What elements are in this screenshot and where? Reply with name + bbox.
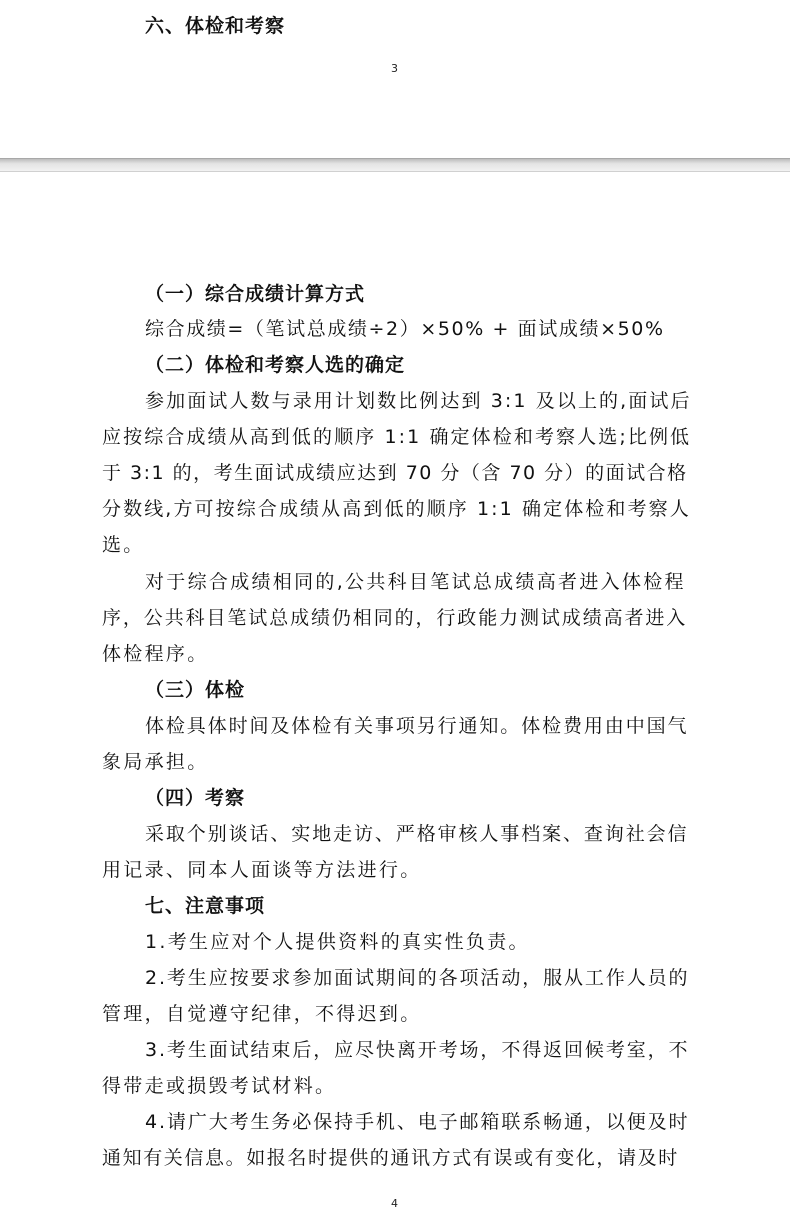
paragraph-line: 体检具体时间及体检有关事项另行通知。体检费用由中国气 bbox=[145, 715, 689, 737]
paragraph-line: 参加面试人数与录用计划数比例达到 3:1 及以上的,面试后 bbox=[145, 390, 692, 412]
subsection-heading-4: （四）考察 bbox=[145, 787, 246, 809]
page-number-3: 3 bbox=[391, 62, 398, 75]
subsection-heading-3: （三）体检 bbox=[145, 679, 246, 701]
subsection-heading-1: （一）综合成绩计算方式 bbox=[145, 283, 366, 305]
paragraph-line: 得带走或损毁考试材料。 bbox=[102, 1075, 337, 1097]
paragraph-line: 通知有关信息。如报名时提供的通讯方式有误或有变化，请及时 bbox=[102, 1147, 679, 1169]
section-heading-6: 六、体检和考察 bbox=[145, 15, 286, 37]
paragraph-line: 采取个别谈话、实地走访、严格审核人事档案、查询社会信 bbox=[145, 823, 689, 845]
paragraph-line: 2.考生应按要求参加面试期间的各项活动，服从工作人员的 bbox=[145, 967, 690, 989]
page-3 bbox=[0, 0, 790, 158]
paragraph-line: 分数线,方可按综合成绩从高到低的顺序 1:1 确定体检和考察人 bbox=[102, 498, 691, 520]
paragraph-line: 用记录、同本人面谈等方法进行。 bbox=[102, 859, 422, 881]
paragraph-line: 序，公共科目笔试总成绩仍相同的，行政能力测试成绩高者进入 bbox=[102, 607, 688, 629]
paragraph-line: 选。 bbox=[102, 534, 145, 556]
score-formula: 综合成绩=（笔试总成绩÷2）×50% + 面试成绩×50% bbox=[145, 318, 665, 340]
paragraph-line: 体检程序。 bbox=[102, 643, 209, 665]
paragraph-line: 对于综合成绩相同的,公共科目笔试总成绩高者进入体检程 bbox=[145, 571, 686, 593]
page-number-4: 4 bbox=[391, 1197, 398, 1210]
paragraph-line: 1.考生应对个人提供资料的真实性负责。 bbox=[145, 931, 530, 953]
paragraph-line: 应按综合成绩从高到低的顺序 1:1 确定体检和考察人选;比例低 bbox=[102, 426, 692, 448]
paragraph-line: 3.考生面试结束后，应尽快离开考场，不得返回候考室，不 bbox=[145, 1039, 690, 1061]
paragraph-line: 管理，自觉遵守纪律，不得迟到。 bbox=[102, 1003, 422, 1025]
paragraph-line: 象局承担。 bbox=[102, 751, 209, 773]
subsection-heading-2: （二）体检和考察人选的确定 bbox=[145, 354, 406, 376]
paragraph-line: 于 3:1 的，考生面试成绩应达到 70 分（含 70 分）的面试合格 bbox=[102, 462, 688, 484]
paragraph-line: 4.请广大考生务必保持手机、电子邮箱联系畅通，以便及时 bbox=[145, 1111, 690, 1133]
section-heading-7: 七、注意事项 bbox=[145, 895, 266, 917]
page-separator bbox=[0, 158, 790, 172]
